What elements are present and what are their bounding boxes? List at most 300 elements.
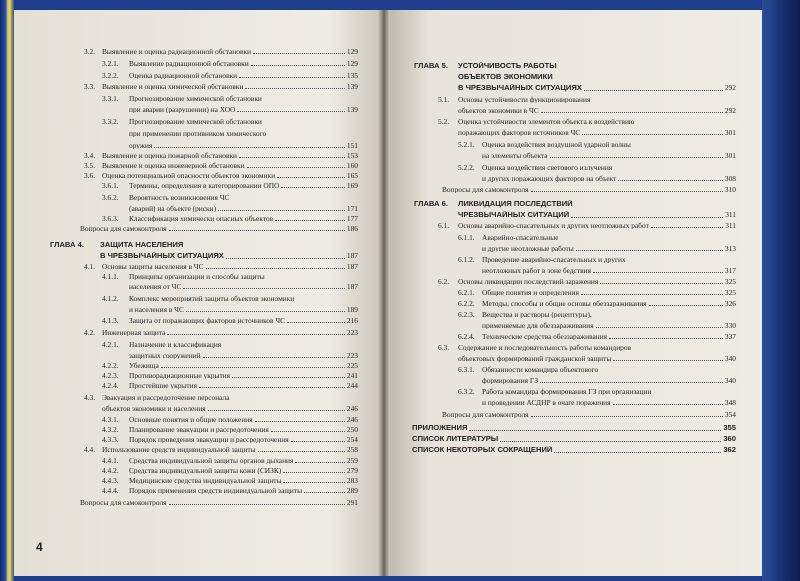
toc-entry <box>458 129 736 136</box>
leader-dots <box>239 77 345 78</box>
leader-dots <box>203 357 345 358</box>
toc-page-number: 160 <box>346 161 358 170</box>
toc-entry <box>129 205 358 212</box>
toc-entry <box>102 193 358 202</box>
toc-entry-title: Медицинские средства индивидуальной защиты <box>129 477 282 485</box>
toc-page-number: 244 <box>346 381 358 390</box>
toc-entry-title: на элементы объекта <box>482 152 548 160</box>
toc-entry <box>412 435 736 443</box>
toc-page-number: 246 <box>346 415 358 424</box>
toc-page-number: 283 <box>346 476 358 485</box>
section-number: 4.4.1. <box>102 456 119 465</box>
leader-dots <box>540 382 723 383</box>
section-number: 4.1. <box>84 262 96 271</box>
book-cover-edge-right <box>762 0 800 581</box>
toc-entry-title: ПРИЛОЖЕНИЯ <box>412 424 468 432</box>
toc-entry <box>102 486 358 495</box>
toc-entry <box>482 322 736 329</box>
section-number: 4.2. <box>84 328 96 337</box>
leader-dots <box>169 504 345 505</box>
toc-entry <box>102 340 358 349</box>
leader-dots <box>253 53 345 54</box>
toc-entry-title: ЧРЕЗВЫЧАЙНЫХ СИТУАЦИЙ <box>458 211 570 219</box>
leader-dots <box>275 220 345 221</box>
section-number: 4.4.2. <box>102 466 119 475</box>
toc-page-number: 241 <box>346 371 358 380</box>
leader-dots <box>239 157 345 158</box>
toc-entry-title: СПИСОК НЕКОТОРЫХ СОКРАЩЕНИЙ <box>412 446 553 454</box>
toc-entry <box>102 456 358 465</box>
section-number: 6.2.3. <box>458 310 475 319</box>
toc-entry <box>129 130 358 137</box>
toc-entry-title: и других поражающих факторов на объект <box>482 175 617 183</box>
toc-entry-title: Оценка потенциальной опасности объектов экономики <box>102 172 276 180</box>
toc-page-number: 340 <box>724 376 736 385</box>
section-number: 4.2.1. <box>102 340 119 349</box>
toc-entry <box>482 399 736 406</box>
toc-entry-title: Обязанности командира объектового <box>482 366 599 374</box>
toc-entry-title: Выявление и оценка пожарной обстановки <box>102 152 238 160</box>
leader-dots <box>531 191 723 192</box>
leader-dots <box>237 111 345 112</box>
leader-dots <box>550 157 723 158</box>
toc-entry-title: Простейшие укрытия <box>129 382 197 390</box>
toc-entry <box>84 47 358 56</box>
leader-dots <box>613 404 723 405</box>
toc-entry <box>129 306 358 313</box>
toc-entry-title: оружия <box>129 142 153 150</box>
toc-entry <box>482 175 736 182</box>
toc-page-number: 189 <box>346 305 358 314</box>
leader-dots <box>183 288 344 289</box>
toc-page-number: 292 <box>724 106 736 115</box>
toc-page-number: 187 <box>346 251 358 261</box>
toc-entry <box>458 365 736 374</box>
leader-dots <box>581 294 723 295</box>
toc-entry <box>102 476 358 485</box>
leader-dots <box>232 377 345 378</box>
toc-page-number: 139 <box>346 82 358 91</box>
toc-entry-title: Оценка воздействия воздушной ударной волны <box>482 141 631 149</box>
section-number: 3.4. <box>84 151 96 160</box>
toc-entry <box>102 405 358 412</box>
section-number: 3.2. <box>84 47 96 56</box>
toc-entry <box>412 446 736 454</box>
toc-entry <box>458 387 736 396</box>
toc-entry-title: Прогнозирование химической обстановки <box>129 95 262 103</box>
section-number: 4.4.3. <box>102 476 119 485</box>
toc-entry <box>102 94 358 103</box>
leader-dots <box>199 387 345 388</box>
toc-entry-title: ЗАЩИТА НАСЕЛЕНИЯ <box>100 241 184 249</box>
leader-dots <box>500 441 721 442</box>
leader-dots <box>291 441 345 442</box>
toc-entry <box>438 95 736 104</box>
toc-entry-title: Основные понятия и общие положения <box>129 416 253 424</box>
section-number: 3.5. <box>84 161 96 170</box>
toc-entry <box>458 332 736 341</box>
leader-dots <box>571 217 723 218</box>
toc-entry-title: Порядок проведения эвакуации и рассредоточения <box>129 436 289 444</box>
toc-entry <box>102 71 358 80</box>
toc-entry-title: Убежища <box>129 362 159 370</box>
toc-entry <box>84 445 358 454</box>
toc-entry-title: объектов экономики и населения <box>102 405 206 413</box>
toc-entry <box>414 61 736 70</box>
toc-entry <box>458 299 736 308</box>
section-number: 5.2.2. <box>458 163 475 172</box>
toc-entry-title: Оценка радиационной обстановки <box>129 72 238 80</box>
toc-entry <box>482 267 736 274</box>
toc-entry <box>102 415 358 424</box>
leader-dots <box>218 210 345 211</box>
toc-page-number: 225 <box>346 361 358 370</box>
toc-page-number: 355 <box>723 423 736 432</box>
toc-entry-title: Принципы организации и способы защиты <box>129 273 265 281</box>
leader-dots <box>287 322 345 323</box>
toc-page-number: 254 <box>346 435 358 444</box>
toc-entry-title: Назначение и классификация <box>129 341 222 349</box>
toc-entry <box>129 283 358 290</box>
toc-entry-title: поражающих факторов источников ЧС <box>458 129 581 137</box>
section-number: 6.3.2. <box>458 387 475 396</box>
toc-page-number: 325 <box>724 277 736 286</box>
toc-entry-title: Оценка устойчивости элементов объекта к воздействию <box>458 118 635 126</box>
toc-page-number: 330 <box>724 321 736 330</box>
toc-entry-title: неотложных работ в зоне бедствия <box>482 267 592 275</box>
leader-dots <box>154 147 345 148</box>
leader-dots <box>283 482 344 483</box>
toc-page-number: 348 <box>724 398 736 407</box>
leader-dots <box>169 230 345 231</box>
toc-entry-title: защитных сооружений <box>129 352 201 360</box>
section-number: 6.1. <box>438 221 450 230</box>
leader-dots <box>596 327 723 328</box>
toc-page-number: 139 <box>346 105 358 114</box>
leader-dots <box>304 492 345 493</box>
toc-entry-title: В ЧРЕЗВЫЧАЙНЫХ СИТУАЦИЯХ <box>100 252 224 260</box>
toc-entry <box>84 82 358 91</box>
toc-entry <box>458 163 736 172</box>
toc-entry-title: Основы защиты населения в ЧС <box>102 263 204 271</box>
toc-page-number: 311 <box>725 221 736 230</box>
page-number: 4 <box>36 540 43 554</box>
toc-entry <box>102 117 358 126</box>
section-number: 6.2.1. <box>458 288 475 297</box>
toc-page-number: 246 <box>346 404 358 413</box>
toc-entry <box>80 225 358 232</box>
toc-entry <box>482 377 736 384</box>
chapter-number: ГЛАВА 6. <box>414 199 448 208</box>
section-number: 5.1. <box>438 95 450 104</box>
leader-dots <box>618 180 723 181</box>
toc-page-number: 153 <box>346 151 358 160</box>
toc-page-number: 313 <box>724 244 736 253</box>
toc-page-number: 301 <box>724 151 736 160</box>
toc-entry <box>102 381 358 390</box>
toc-entry <box>102 181 358 190</box>
toc-entry-title: Вопросы для самоконтроля <box>80 499 167 507</box>
toc-entry <box>102 214 358 223</box>
toc-entry <box>100 252 358 260</box>
leader-dots <box>208 410 345 411</box>
toc-entry <box>458 211 736 219</box>
toc-entry-title: (аварий) на объекте (риски) <box>129 205 217 213</box>
toc-entry <box>482 152 736 159</box>
toc-entry <box>129 142 358 149</box>
toc-entry-title: Выявление радиационной обстановки <box>129 60 249 68</box>
section-number: 4.1.2. <box>102 294 119 303</box>
toc-entry-title: и другие неотложные работы <box>482 245 574 253</box>
toc-page-number: 292 <box>724 83 736 93</box>
toc-entry <box>458 233 736 242</box>
toc-page-number: 289 <box>346 486 358 495</box>
toc-entry-title: Проведение аварийно-спасательных и других <box>482 256 626 264</box>
toc-entry <box>102 272 358 281</box>
section-number: 5.2.1. <box>458 140 475 149</box>
section-number: 6.1.2. <box>458 255 475 264</box>
leader-dots <box>600 283 723 284</box>
toc-entry-title: Основы устойчивости функционирования <box>458 96 591 104</box>
toc-entry-title: Прогнозирование химической обстановки <box>129 118 262 126</box>
leader-dots <box>576 250 723 251</box>
toc-entry <box>442 186 736 193</box>
toc-entry-title: Аварийно-спасательные <box>482 234 559 242</box>
toc-page-number: 216 <box>346 316 358 325</box>
toc-page-number: 129 <box>346 47 358 56</box>
toc-entry-title: Работа командира формирования ГЗ при организации <box>482 388 652 396</box>
toc-entry <box>412 424 736 432</box>
chapter-number: ГЛАВА 4. <box>50 240 84 249</box>
toc-entry-title: Методы, способы и общие основы обеззараживания <box>482 300 647 308</box>
toc-page-number: 325 <box>724 288 736 297</box>
toc-entry <box>102 425 358 434</box>
section-number: 4.2.3. <box>102 371 119 380</box>
toc-entry-title: объектов экономики в ЧС <box>458 107 539 115</box>
toc-entry <box>102 316 358 325</box>
toc-page-number: 169 <box>346 181 358 190</box>
leader-dots <box>258 451 345 452</box>
toc-page-number: 151 <box>346 141 358 150</box>
section-number: 4.3.3. <box>102 435 119 444</box>
toc-entry-title: Планирование эвакуации и рассредоточения <box>129 426 269 434</box>
toc-entry <box>84 262 358 271</box>
toc-page-number: 223 <box>346 351 358 360</box>
toc-page-number: 354 <box>724 410 736 419</box>
section-number: 4.4. <box>84 445 96 454</box>
toc-entry <box>102 371 358 380</box>
toc-page-number: 301 <box>724 128 736 137</box>
chapter-number: ГЛАВА 5. <box>414 61 448 70</box>
toc-entry-title: В ЧРЕЗВЫЧАЙНЫХ СИТУАЦИЯХ <box>458 84 582 92</box>
toc-page-number: 165 <box>346 171 358 180</box>
toc-entry <box>50 240 358 249</box>
toc-page-number: 337 <box>724 332 736 341</box>
leader-dots <box>584 90 723 91</box>
toc-entry-title: Выявление и оценка инженерной обстановки <box>102 162 245 170</box>
toc-entry-title: формирования ГЗ <box>482 377 539 385</box>
section-number: 6.2.4. <box>458 332 475 341</box>
toc-entry-title: Выявление и оценка химической обстановки <box>102 83 244 91</box>
section-number: 4.1.3. <box>102 316 119 325</box>
toc-entry-title: Вопросы для самоконтроля <box>442 186 529 194</box>
toc-page-number: 171 <box>346 204 358 213</box>
leader-dots <box>541 112 723 113</box>
section-number: 4.4.4. <box>102 486 119 495</box>
leader-dots <box>554 452 721 453</box>
toc-entry <box>458 84 736 92</box>
leader-dots <box>295 462 345 463</box>
toc-page-number: 250 <box>346 425 358 434</box>
section-number: 4.1.1. <box>102 272 119 281</box>
toc-page-number: 223 <box>346 328 358 337</box>
toc-entry-title: Технические средства обеззараживания <box>482 333 608 341</box>
toc-entry <box>458 288 736 297</box>
section-number: 6.2. <box>438 277 450 286</box>
toc-entry <box>84 171 358 180</box>
toc-entry <box>438 277 736 286</box>
toc-entry <box>129 106 358 113</box>
toc-entry-title: Порядок применения средств индивидуальной защиты <box>129 487 303 495</box>
section-number: 4.3.1. <box>102 415 119 424</box>
section-number: 3.2.1. <box>102 59 119 68</box>
leader-dots <box>161 367 345 368</box>
toc-entry-title: Термины, определения в категорировании ОПО <box>129 182 280 190</box>
section-number: 6.3.1. <box>458 365 475 374</box>
toc-page-number: 187 <box>346 282 358 291</box>
leader-dots <box>186 311 345 312</box>
toc-entry-title: и проведении АСДНР в очаге поражения <box>482 399 611 407</box>
section-number: 4.3. <box>84 393 96 402</box>
right-page <box>384 10 762 576</box>
toc-entry-title: ЛИКВИДАЦИЯ ПОСЛЕДСТВИЙ <box>458 200 573 208</box>
section-number: 6.2.2. <box>458 299 475 308</box>
section-number: 4.2.2. <box>102 361 119 370</box>
section-number: 6.3. <box>438 343 450 352</box>
toc-entry <box>80 499 358 506</box>
leader-dots <box>582 134 723 135</box>
leader-dots <box>593 272 723 273</box>
leader-dots <box>226 258 345 259</box>
toc-page-number: 258 <box>346 445 358 454</box>
toc-entry-title: Вероятность возникновения ЧС <box>129 194 230 202</box>
toc-page-number: 317 <box>724 266 736 275</box>
toc-entry <box>442 411 736 418</box>
leader-dots <box>469 430 721 431</box>
toc-page-number: 186 <box>346 224 358 233</box>
toc-page-number: 311 <box>725 210 736 220</box>
toc-entry <box>102 466 358 475</box>
toc-entry-title: Содержание и последовательность работы командиров <box>458 344 632 352</box>
toc-entry <box>84 161 358 170</box>
toc-entry <box>84 393 358 402</box>
toc-entry <box>414 199 736 208</box>
toc-entry-title: при применении противником химического <box>129 130 267 138</box>
toc-entry-title: СПИСОК ЛИТЕРАТУРЫ <box>412 435 499 443</box>
toc-entry-title: Основы аварийно-спасательных и других неотложных работ <box>458 222 649 230</box>
toc-page-number: 310 <box>724 185 736 194</box>
toc-entry-title: Комплекс мероприятий защиты объектов экономики <box>129 295 295 303</box>
toc-entry-title: применяемые для обеззараживания <box>482 322 594 330</box>
section-number: 5.2. <box>438 117 450 126</box>
section-number: 3.6.2. <box>102 193 119 202</box>
toc-entry <box>102 59 358 68</box>
toc-page-number: 129 <box>346 59 358 68</box>
toc-entry-title: Эвакуация и рассредоточение персонала <box>102 394 230 402</box>
toc-entry-title: Защита от поражающих факторов источников ЧС <box>129 317 286 325</box>
toc-entry-title: Оценка воздействия светового излучения <box>482 164 613 172</box>
toc-entry-title: УСТОЙЧИВОСТЬ РАБОТЫ <box>458 62 557 70</box>
toc-page-number: 362 <box>723 445 736 454</box>
toc-entry-title: Использование средств индивидуальной защиты <box>102 446 256 454</box>
toc-entry-title: ОБЪЕКТОВ ЭКОНОМИКИ <box>458 73 553 81</box>
toc-entry <box>84 151 358 160</box>
toc-entry <box>102 294 358 303</box>
toc-entry-title: Инженерная защита <box>102 329 166 337</box>
toc-entry-title: Выявление и оценка радиационной обстановки <box>102 48 251 56</box>
toc-entry <box>84 328 358 337</box>
toc-entry <box>102 361 358 370</box>
leader-dots <box>271 431 345 432</box>
toc-entry-title: Противорадиационные укрытия <box>129 372 231 380</box>
toc-entry-title: Средства индивидуальной защиты кожи (СИЗК) <box>129 467 282 475</box>
toc-page-number: 177 <box>346 214 358 223</box>
toc-entry <box>129 352 358 359</box>
toc-entry-title: Вещества и растворы (рецептуры), <box>482 311 592 319</box>
toc-entry-title: Средства индивидуальной защиты органов дыхания <box>129 457 294 465</box>
leader-dots <box>255 421 345 422</box>
toc-page-number: 259 <box>346 456 358 465</box>
leader-dots <box>281 187 344 188</box>
leader-dots <box>245 88 344 89</box>
toc-entry-title: населения от ЧС <box>129 283 182 291</box>
left-toc <box>14 10 384 576</box>
section-number: 3.3.2. <box>102 117 119 126</box>
toc-entry-title: Классификация химически опасных объектов <box>129 215 274 223</box>
leader-dots <box>167 334 344 335</box>
section-number: 3.2.2. <box>102 71 119 80</box>
toc-entry-title: Основы ликвидации последствий заражения <box>458 278 599 286</box>
toc-entry <box>458 355 736 362</box>
section-number: 3.6.1. <box>102 181 119 190</box>
book-gutter <box>378 10 390 576</box>
section-number: 4.2.4. <box>102 381 119 390</box>
leader-dots <box>609 338 723 339</box>
toc-entry <box>458 107 736 114</box>
toc-entry-title: Вопросы для самоконтроля <box>80 225 167 233</box>
toc-entry-title: Общие понятия и определения <box>482 289 579 297</box>
section-number: 3.6. <box>84 171 96 180</box>
section-number: 4.3.2. <box>102 425 119 434</box>
leader-dots <box>283 472 345 473</box>
toc-entry <box>438 117 736 126</box>
toc-page-number: 291 <box>346 498 358 507</box>
section-number: 3.3. <box>84 82 96 91</box>
toc-entry-title: Вопросы для самоконтроля <box>442 411 529 419</box>
toc-entry <box>438 221 736 230</box>
toc-entry <box>458 140 736 149</box>
book-cover-edge-left <box>0 0 14 581</box>
toc-entry <box>458 310 736 319</box>
toc-page-number: 340 <box>724 354 736 363</box>
toc-entry <box>482 245 736 252</box>
toc-entry-title: объектовых формирований гражданской защиты <box>458 355 612 363</box>
leader-dots <box>651 227 723 228</box>
toc-page-number: 308 <box>724 174 736 183</box>
right-toc <box>384 10 762 576</box>
toc-entry <box>438 343 736 352</box>
toc-entry <box>458 73 736 81</box>
